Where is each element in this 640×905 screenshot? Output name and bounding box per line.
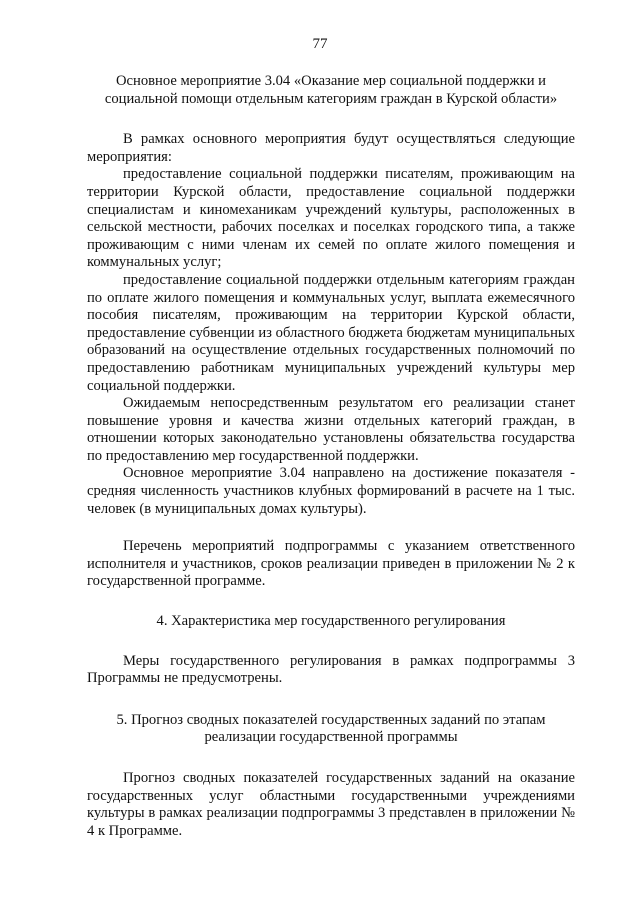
paragraph-indicator: Основное мероприятие 3.04 направлено на достижение показателя - средняя численность участников клубных формирований в расчете на 1 тыс. человек (в муниципальных домах культуры). [87,465,575,517]
section-4-text: Меры государственного регулирования в рамках подпрограммы 3 Программы не предусмотрены. [87,652,575,687]
section-5-text: Прогноз сводных показателей государственных заданий на оказание государственных услуг областными государственными учреждениями культуры в рамках реализации подпрограммы 3 представлен в приложении № 4 к Программе. [87,770,575,839]
section-title-3-04: Основное мероприятие 3.04 «Оказание мер социальной поддержки и социальной помощи отдельным категориям граждан в Курской области» [104,73,558,107]
page-number: 77 [312,36,328,52]
paragraph-support-writers: предоставление социальной поддержки писателям, проживающим на территории Курской области, предоставление социальной поддержки специалистам и киномеханикам учреждений культуры, расположенных в сельской местности, рабочих поселках и поселках городского типа, а также проживающим с ними членам их семей по оплате жилого помещения и коммунальных услуг; [87,166,575,271]
page-content [87,73,575,840]
paragraph-support-categories: предоставление социальной поддержки отдельным категориям граждан по оплате жилого помещения и коммунальных услуг, выплата ежемесячного пособия писателям, проживающим на территории Курской области, предоставление субвенции из областного бюджета бюджетам муниципальных образований на осуществление отдельных государственных полномочий по предоставлению работникам муниципальных учреждений культуры мер социальной поддержки. [87,271,575,394]
spacer [87,591,575,613]
paragraph-expected-result: Ожидаемым непосредственным результатом его реализации станет повышение уровня и качества жизни отдельных категорий граждан, в отношении которых законодательно установлены обязательства государства по предоставлению мер государственной поддержки. [87,395,575,464]
section-5-title: 5. Прогноз сводных показателей государственных заданий по этапам реализации государственной программы [116,711,546,746]
spacer [87,108,575,131]
paragraph-intro: В рамках основного мероприятия будут осуществляться следующие мероприятия: [87,131,575,165]
section-4-title: 4. Характеристика мер государственного регулирования [156,613,506,630]
spacer [87,688,575,712]
spacer [87,518,575,538]
spacer [87,631,575,653]
spacer [87,747,575,770]
paragraph-activities-list: Перечень мероприятий подпрограммы с указанием ответственного исполнителя и участников, сроков реализации приведен в приложении № 2 к государственной программе. [87,538,575,590]
